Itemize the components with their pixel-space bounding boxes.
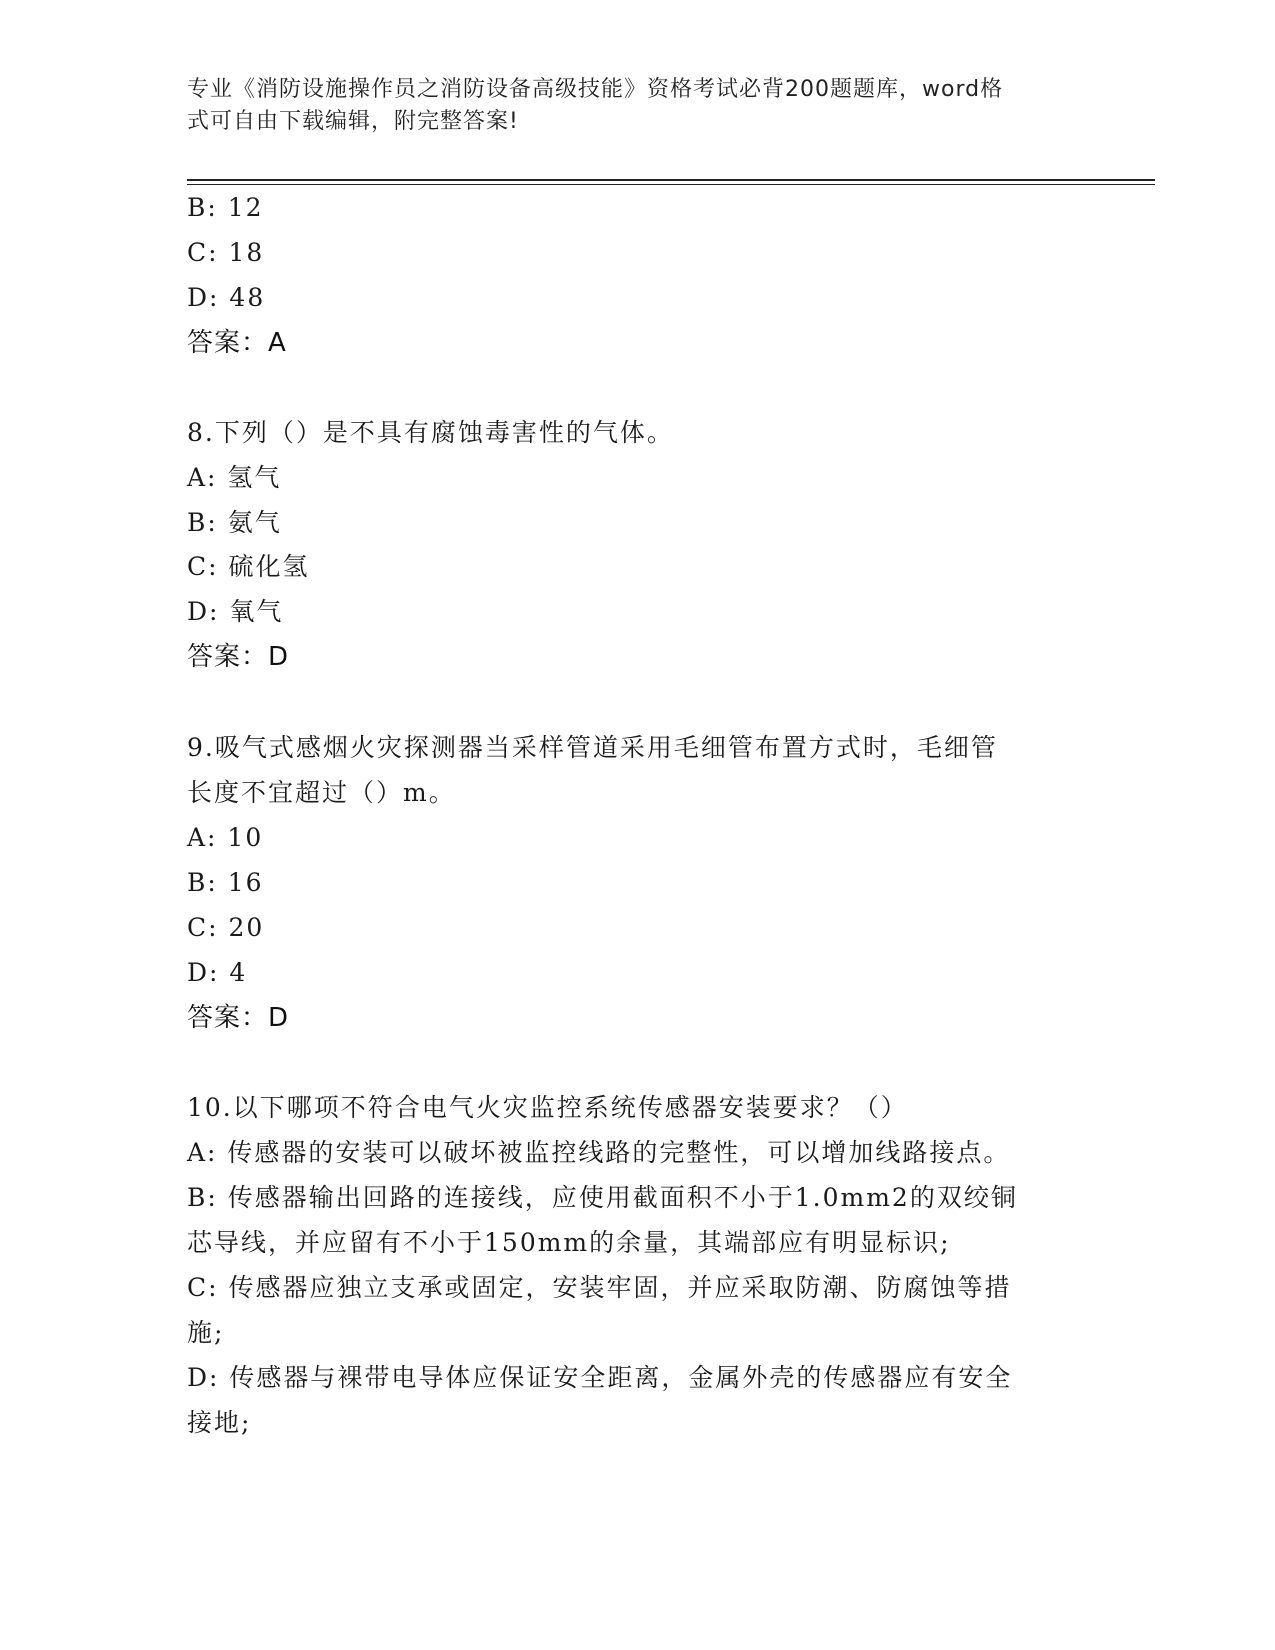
q7-option-b: B: 12 bbox=[187, 193, 264, 222]
q10-option-b-line-2: 芯导线，并应留有不小于150mm的余量，其端部应有明显标识; bbox=[187, 1228, 951, 1257]
q8-option-d: D: 氧气 bbox=[187, 597, 284, 626]
q8-question: 8.下列（）是不具有腐蚀毒害性的气体。 bbox=[187, 418, 674, 447]
q10-option-c-line-1: C: 传感器应独立支承或固定，安装牢固，并应采取防潮、防腐蚀等措 bbox=[187, 1273, 1012, 1302]
q9-answer: 答案：D bbox=[187, 1003, 290, 1033]
header-rule-thin bbox=[187, 184, 1155, 185]
q9-question-line-2: 长度不宜超过（）m。 bbox=[187, 778, 456, 807]
q8-answer: 答案：D bbox=[187, 642, 290, 672]
q9-option-c: C: 20 bbox=[187, 913, 265, 942]
q7-option-c: C: 18 bbox=[187, 238, 265, 267]
header-rule-thick bbox=[187, 179, 1155, 181]
q7-option-d: D: 48 bbox=[187, 283, 266, 312]
q10-option-d-line-2: 接地; bbox=[187, 1408, 252, 1437]
header-line-1: 专业《消防设施操作员之消防设备高级技能》资格考试必背200题题库，word格 bbox=[187, 77, 1004, 102]
q10-option-c-line-2: 施; bbox=[187, 1318, 225, 1347]
q8-option-c: C: 硫化氢 bbox=[187, 552, 310, 581]
q8-option-b: B: 氨气 bbox=[187, 508, 282, 537]
q10-option-a: A: 传感器的安装可以破坏被监控线路的完整性，可以增加线路接点。 bbox=[187, 1138, 1011, 1167]
document-header bbox=[187, 74, 1067, 138]
q10-option-d-line-1: D: 传感器与裸带电导体应保证安全距离，金属外壳的传感器应有安全 bbox=[187, 1363, 1013, 1392]
q9-option-a: A: 10 bbox=[187, 823, 264, 852]
q10-question: 10.以下哪项不符合电气火灾监控系统传感器安装要求？（） bbox=[187, 1093, 908, 1122]
q8-option-a: A: 氢气 bbox=[187, 463, 282, 492]
q9-option-d: D: 4 bbox=[187, 958, 248, 987]
q10-option-b-line-1: B: 传感器输出回路的连接线，应使用截面积不小于1.0mm2的双绞铜 bbox=[187, 1183, 1018, 1212]
header-line-2: 式可自由下载编辑，附完整答案! bbox=[187, 109, 519, 134]
q9-question-line-1: 9.吸气式感烟火灾探测器当采样管道采用毛细管布置方式时，毛细管 bbox=[187, 733, 998, 762]
q9-option-b: B: 16 bbox=[187, 868, 264, 897]
q7-answer: 答案：A bbox=[187, 328, 287, 358]
